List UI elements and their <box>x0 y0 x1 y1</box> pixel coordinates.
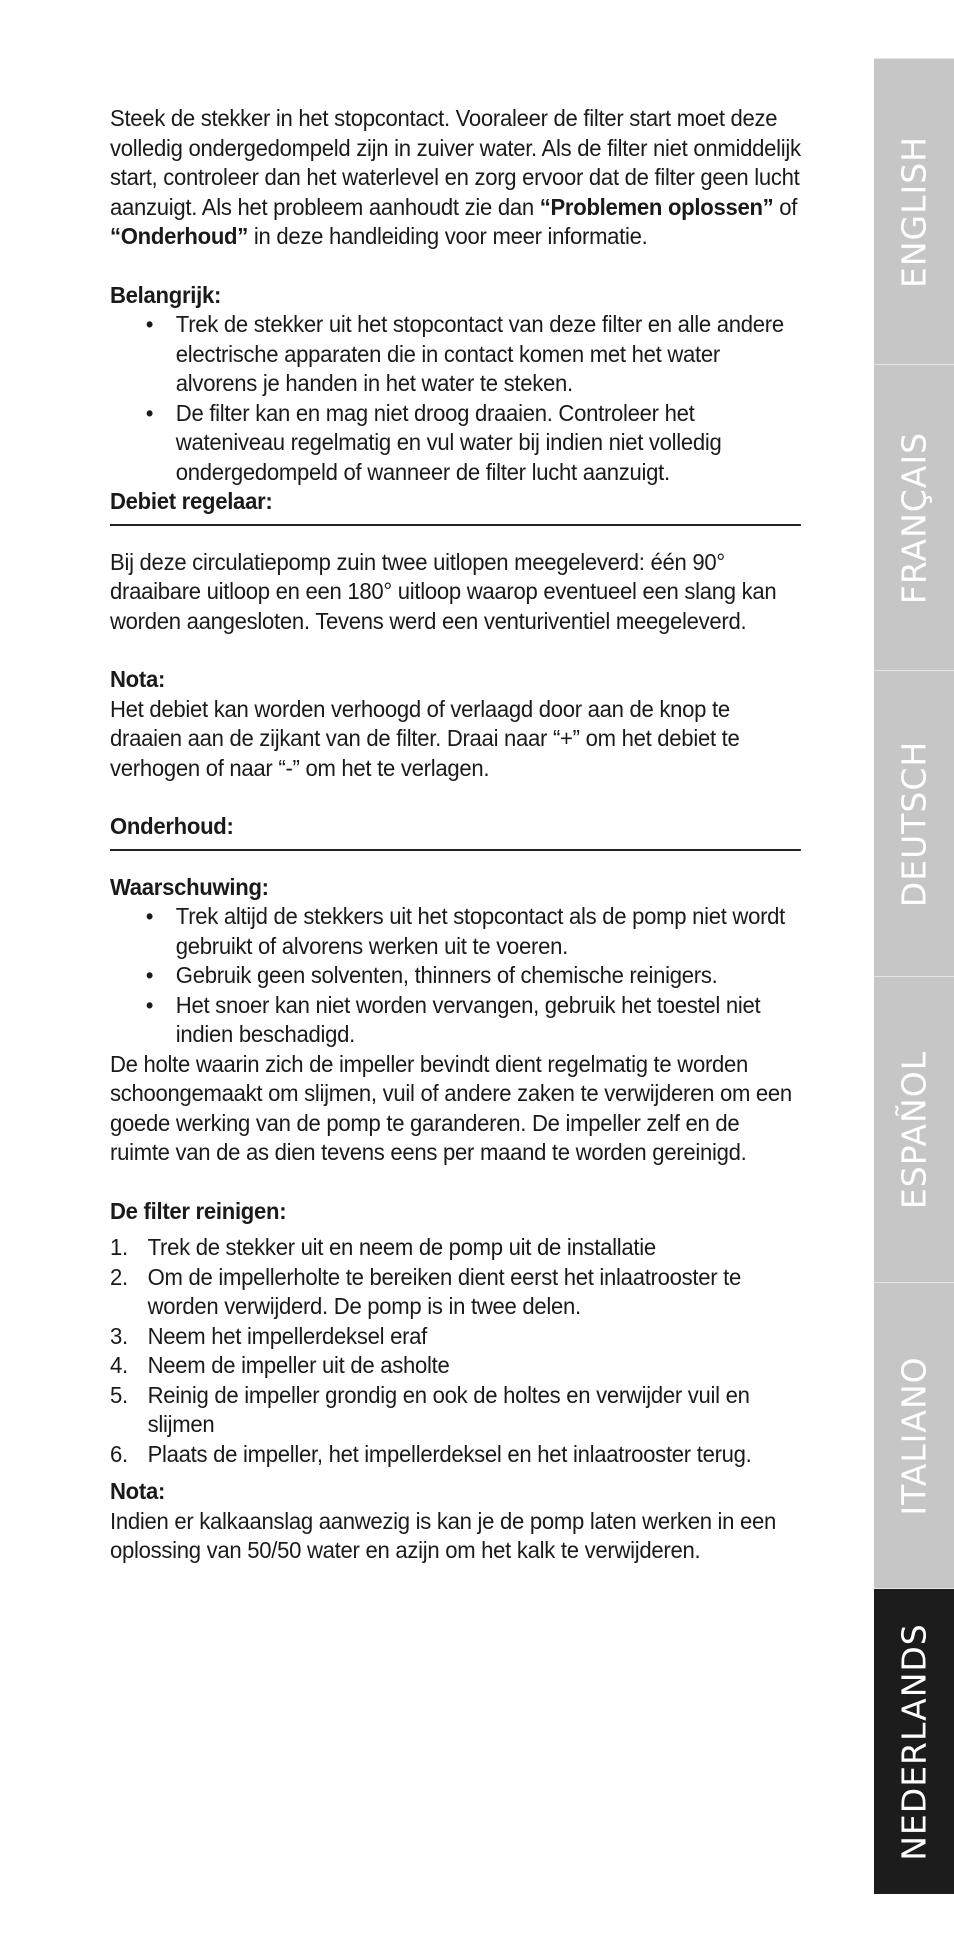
important-item: • De filter kan en mag niet droog draaien. Controleer het wateniveau regelmatig en vul water bij indien niet volledig ondergedompeld of wanneer de filter lucht aanzuigt. <box>146 399 801 488</box>
tab-label-english: ENGLISH <box>894 135 934 288</box>
important-heading: Belangrijk: <box>110 281 222 308</box>
language-tabs <box>874 58 954 1894</box>
step-number: 4. <box>110 1352 128 1378</box>
flow-regulator-text: Bij deze circulatiepomp zuin twee uitlopen meegeleverd: één 90° draaibare uitloop en een 180° uitloop waarop eventueel een slang kan worden aangesloten. Tevens werd een venturiventiel meegeleverd. <box>110 548 777 634</box>
intro-text-after: in deze handleiding voor meer informatie. <box>248 223 648 249</box>
tab-espanol[interactable] <box>874 976 954 1282</box>
step-text: Trek de stekker uit en neem de pomp uit de installatie <box>147 1234 656 1260</box>
step-text: Neem het impellerdeksel eraf <box>147 1322 428 1349</box>
warning-list <box>110 902 801 1050</box>
step-number: 3. <box>110 1322 128 1349</box>
intro-text-mid: of <box>773 193 798 220</box>
cleaning-heading: De filter reinigen: <box>110 1197 287 1224</box>
cleaning-step <box>110 1381 801 1440</box>
tab-label-nederlands: NEDERLANDS <box>894 1622 934 1861</box>
warning-item: • Het snoer kan niet worden vervangen, gebruik het toestel niet indien beschadigd. <box>146 991 801 1050</box>
step-text: Reinig de impeller grondig en ook de holtes en verwijder vuil en slijmen <box>147 1381 750 1437</box>
step-number: 6. <box>110 1440 128 1467</box>
cleaning-step <box>110 1440 801 1470</box>
maintenance-text: De holte waarin zich de impeller bevindt dient regelmatig te worden schoongemaakt om slijmen, vuil of andere zaken te verwijderen om een goede werking van de pomp te garanderen. De impeller zelf en de ruimte van de as dien tevens eens per maand te worden gereinigd. <box>110 1050 792 1165</box>
flow-note-heading: Nota: <box>110 666 166 692</box>
step-text: Plaats de impeller, het impellerdeksel en het inlaatrooster terug. <box>147 1440 752 1467</box>
cleaning-note-heading: Nota: <box>110 1478 166 1504</box>
step-number: 2. <box>110 1263 128 1290</box>
important-list <box>110 310 801 487</box>
tab-label-espanol: ESPAÑOL <box>894 1050 934 1209</box>
step-text: Neem de impeller uit de asholte <box>147 1352 450 1378</box>
cleaning-step <box>110 1233 801 1263</box>
maintenance-reference: “Onderhoud” <box>110 223 249 249</box>
cleaning-steps <box>110 1233 801 1469</box>
intro-text-before: Steek de stekker in het stopcontact. Vooraleer de filter start moet deze volledig ondergedompeld zijn in zuiver water. Als de filter niet onmiddelijk start, controleer dan het waterlevel en zorg ervoor dat de filter geen lucht aanzuigt. Als het probleem aanhoudt zie dan <box>110 105 801 220</box>
cleaning-step <box>110 1322 801 1352</box>
tab-italiano[interactable] <box>874 1282 954 1588</box>
manual-content <box>110 104 801 1566</box>
cleaning-step <box>110 1263 801 1322</box>
troubleshooting-reference: “Problemen oplossen” <box>539 193 774 220</box>
intro-paragraph <box>110 104 801 252</box>
step-number: 1. <box>110 1234 128 1260</box>
flow-regulator-heading: Debiet regelaar: <box>110 487 801 526</box>
step-number: 5. <box>110 1381 128 1408</box>
maintenance-heading: Onderhoud: <box>110 812 801 851</box>
flow-note-text: Het debiet kan worden verhoogd of verlaagd door aan de knop te draaien aan de zijkant van de filter. Draai naar “+” om het debiet te verhogen of naar “-” om het te verlagen. <box>110 695 740 781</box>
tab-deutsch[interactable] <box>874 670 954 976</box>
warning-item: • Trek altijd de stekkers uit het stopcontact als de pomp niet wordt gebruikt of alvorens werken uit te voeren. <box>146 902 801 961</box>
tab-label-italiano: ITALIANO <box>894 1355 934 1516</box>
tab-francais[interactable] <box>874 364 954 670</box>
tab-english[interactable] <box>874 58 954 364</box>
step-text: Om de impellerholte te bereiken dient eerst het inlaatrooster te worden verwijderd. De pomp is in twee delen. <box>147 1263 742 1319</box>
cleaning-note-text: Indien er kalkaanslag aanwezig is kan je de pomp laten werken in een oplossing van 50/50 water en azijn om het kalk te verwijderen. <box>110 1507 777 1563</box>
warning-heading: Waarschuwing: <box>110 873 269 900</box>
tab-nederlands[interactable] <box>874 1588 954 1894</box>
important-item: • Trek de stekker uit het stopcontact van deze filter en alle andere electrische apparaten die in contact komen met het water alvorens je handen in het water te steken. <box>146 310 801 399</box>
tab-label-francais: FRANÇAIS <box>894 431 934 604</box>
cleaning-step <box>110 1351 801 1381</box>
tab-label-deutsch: DEUTSCH <box>894 740 934 907</box>
warning-item: • Gebruik geen solventen, thinners of chemische reinigers. <box>146 961 801 991</box>
